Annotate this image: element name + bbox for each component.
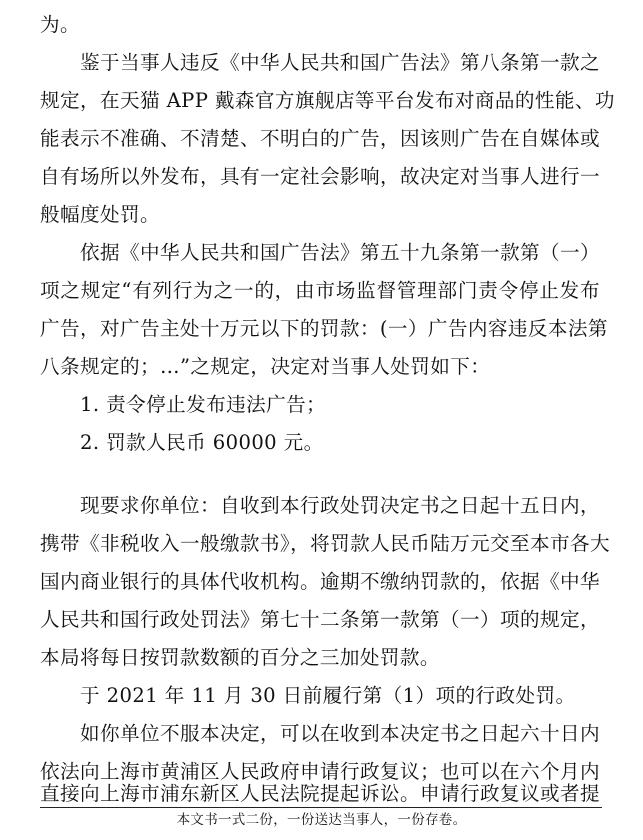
text-line-7: 依据《中华人民共和国广告法》第五十九条第一款第（一） (80, 241, 600, 264)
text-line-14: 携带《非税收入一般缴款书》，将罚款人民币陆万元交至本市各大 (40, 532, 611, 555)
text-line-10: 八条规定的；…”之规定，决定对当事人处罚如下： (40, 355, 491, 378)
list-item-1: 1. 责令停止发布违法广告； (80, 393, 327, 416)
text-line-16: 人民共和国行政处罚法》第七十二条第一款第（一）项的规定， (40, 608, 600, 631)
text-line-20: 依法向上海市黄浦区人民政府申请行政复议；也可以在六个月内 (40, 760, 600, 783)
text-line-3: 规定，在天猫 APP 戴森官方旗舰店等平台发布对商品的性能、功 (40, 89, 615, 112)
text-line-9: 广告，对广告主处十万元以下的罚款：(一）广告内容违反本法第 (40, 317, 608, 340)
text-line-13: 现要求你单位：自收到本行政处罚决定书之日起十五日内， (80, 494, 600, 517)
footer-note: 本文书一式二份，一份送达当事人，一份存卷。 (176, 812, 467, 828)
text-line-15: 国内商业银行的具体代收机构。逾期不缴纳罚款的，依据《中华 (40, 570, 600, 593)
text-line-19: 如你单位不服本决定，可以在收到本决定书之日起六十日内 (80, 722, 600, 745)
text-line-1: 为。 (40, 13, 80, 36)
text-line-17: 本局将每日按罚款数额的百分之三加处罚款。 (40, 646, 440, 669)
text-line-5: 自有场所以外发布，具有一定社会影响，故决定对当事人进行一 (40, 165, 600, 188)
text-line-4: 能表示不准确、不清楚、不明白的广告，因该则广告在自媒体或 (40, 127, 600, 150)
text-line-18: 于 2021 年 11 月 30 日前履行第（1）项的行政处罚。 (80, 684, 576, 707)
text-line-6: 般幅度处罚。 (40, 203, 160, 226)
text-line-8: 项之规定“有列行为之一的，由市场监督管理部门责令停止发布 (40, 279, 600, 302)
text-line-21: 直接向上海市浦东新区人民法院提起诉讼。申请行政复议或者提 (40, 783, 600, 805)
text-line-2: 鉴于当事人违反《中华人民共和国广告法》第八条第一款之 (80, 51, 600, 74)
list-item-2: 2. 罚款人民币 60000 元。 (80, 431, 324, 454)
